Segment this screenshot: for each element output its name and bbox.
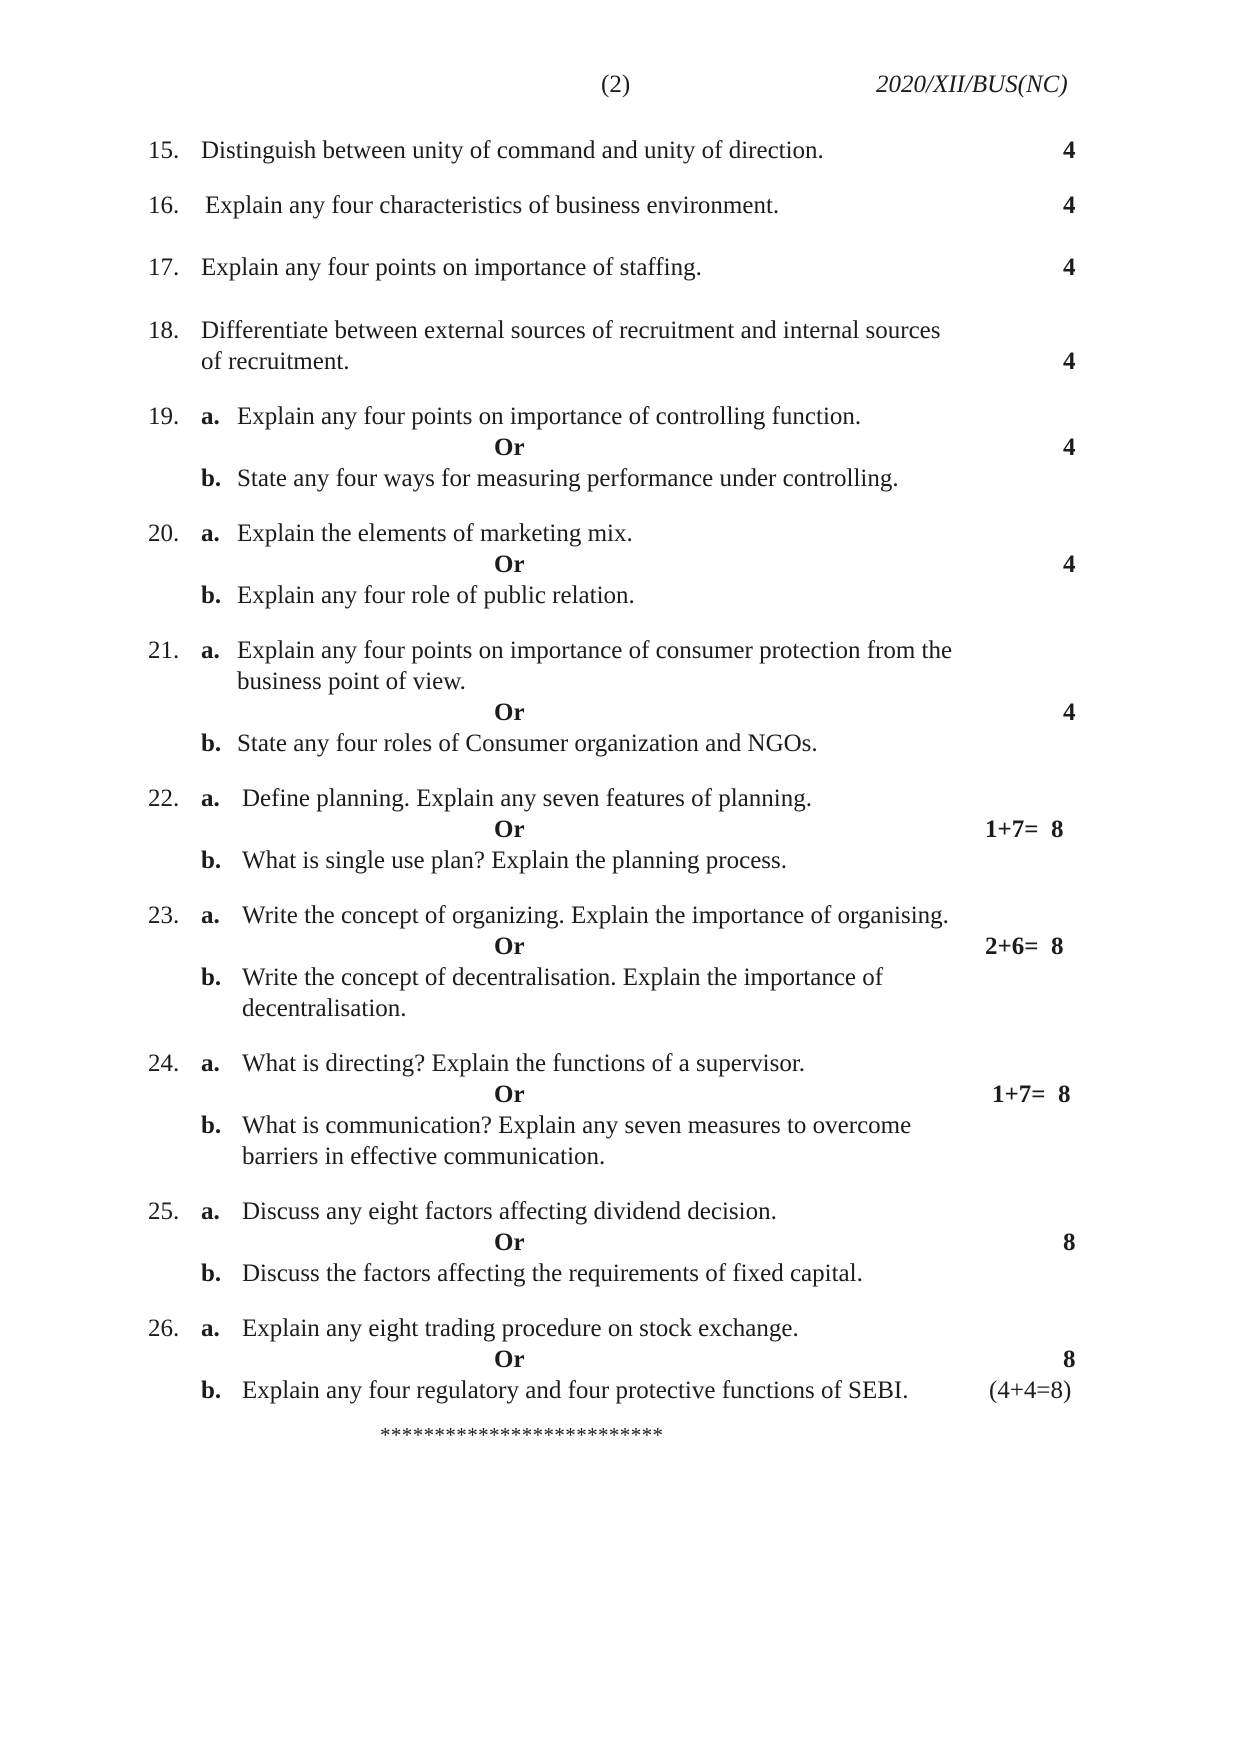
question-marks: 4 — [1063, 551, 1076, 578]
question-number: 21. — [148, 637, 180, 664]
option-b-label: b. — [201, 964, 222, 991]
or-label: Or — [494, 1081, 525, 1108]
question-marks: 4 — [1063, 192, 1076, 219]
option-a-label: a. — [201, 1198, 220, 1225]
question-text: Distinguish between unity of command and unity of direction. — [201, 137, 824, 164]
or-label: Or — [494, 1346, 525, 1373]
question-text-line1: Differentiate between external sources of recruitment and internal sources — [201, 317, 941, 344]
question-number: 15. — [148, 137, 180, 164]
question-marks: 4 — [1063, 137, 1076, 164]
question-number: 24. — [148, 1050, 180, 1077]
question-text: Explain any four points on importance of staffing. — [201, 254, 702, 281]
question-marks: 1+7= 8 — [992, 1081, 1071, 1108]
option-a-label: a. — [201, 1315, 220, 1342]
option-b-label: b. — [201, 582, 222, 609]
option-b-text-line2: barriers in effective communication. — [242, 1143, 606, 1170]
paper-code: 2020/XII/BUS(NC) — [876, 71, 1068, 98]
option-a-text: What is directing? Explain the functions of a supervisor. — [242, 1050, 806, 1077]
question-number: 19. — [148, 403, 180, 430]
question-number: 22. — [148, 785, 180, 812]
option-b-label: b. — [201, 847, 222, 874]
question-marks: 4 — [1063, 699, 1076, 726]
question-marks: 1+7= 8 — [985, 816, 1064, 843]
option-b-text-line1: What is communication? Explain any seven measures to overcome — [242, 1112, 912, 1139]
option-b-label: b. — [201, 1377, 222, 1404]
question-number: 20. — [148, 520, 180, 547]
or-label: Or — [494, 551, 525, 578]
option-b-text: State any four ways for measuring performance under controlling. — [237, 465, 899, 492]
option-b-marks: (4+4=8) — [989, 1377, 1072, 1404]
option-a-label: a. — [201, 902, 220, 929]
question-marks: 4 — [1063, 348, 1076, 375]
option-a-text: Discuss any eight factors affecting dividend decision. — [242, 1198, 777, 1225]
question-text: Explain any four characteristics of business environment. — [205, 192, 780, 219]
option-a-text: Write the concept of organizing. Explain the importance of organising. — [242, 902, 949, 929]
option-b-text: Explain any four role of public relation. — [237, 582, 635, 609]
option-b-text: Explain any four regulatory and four protective functions of SEBI. — [242, 1377, 909, 1404]
option-b-text: Discuss the factors affecting the requirements of fixed capital. — [242, 1260, 863, 1287]
option-b-label: b. — [201, 1112, 222, 1139]
question-number: 18. — [148, 317, 180, 344]
question-marks: 8 — [1063, 1229, 1076, 1256]
option-a-text: Explain the elements of marketing mix. — [237, 520, 633, 547]
page-number: (2) — [601, 71, 631, 98]
option-b-label: b. — [201, 730, 222, 757]
option-a-label: a. — [201, 403, 220, 430]
option-b-text-line2: decentralisation. — [242, 995, 407, 1022]
question-text-line2: of recruitment. — [201, 348, 350, 375]
or-label: Or — [494, 699, 525, 726]
or-label: Or — [494, 434, 525, 461]
or-label: Or — [494, 933, 525, 960]
or-label: Or — [494, 816, 525, 843]
option-a-label: a. — [201, 637, 220, 664]
question-marks: 4 — [1063, 434, 1076, 461]
question-marks: 4 — [1063, 254, 1076, 281]
question-number: 23. — [148, 902, 180, 929]
question-marks: 8 — [1063, 1346, 1076, 1373]
option-a-text: Explain any four points on importance of controlling function. — [237, 403, 862, 430]
option-b-text: What is single use plan? Explain the planning process. — [242, 847, 788, 874]
option-a-text-line2: business point of view. — [237, 668, 466, 695]
option-a-text: Define planning. Explain any seven features of planning. — [242, 785, 812, 812]
end-of-paper-divider: ************************** — [380, 1423, 664, 1447]
question-number: 17. — [148, 254, 180, 281]
option-a-text: Explain any eight trading procedure on stock exchange. — [242, 1315, 799, 1342]
option-a-label: a. — [201, 520, 220, 547]
option-b-text: State any four roles of Consumer organization and NGOs. — [237, 730, 818, 757]
question-number: 16. — [148, 192, 180, 219]
option-a-label: a. — [201, 1050, 220, 1077]
question-marks: 2+6= 8 — [985, 933, 1064, 960]
option-b-label: b. — [201, 465, 222, 492]
option-a-label: a. — [201, 785, 220, 812]
or-label: Or — [494, 1229, 525, 1256]
question-number: 25. — [148, 1198, 180, 1225]
option-a-text-line1: Explain any four points on importance of consumer protection from the — [237, 637, 953, 664]
option-b-label: b. — [201, 1260, 222, 1287]
question-number: 26. — [148, 1315, 180, 1342]
option-b-text-line1: Write the concept of decentralisation. Explain the importance of — [242, 964, 884, 991]
